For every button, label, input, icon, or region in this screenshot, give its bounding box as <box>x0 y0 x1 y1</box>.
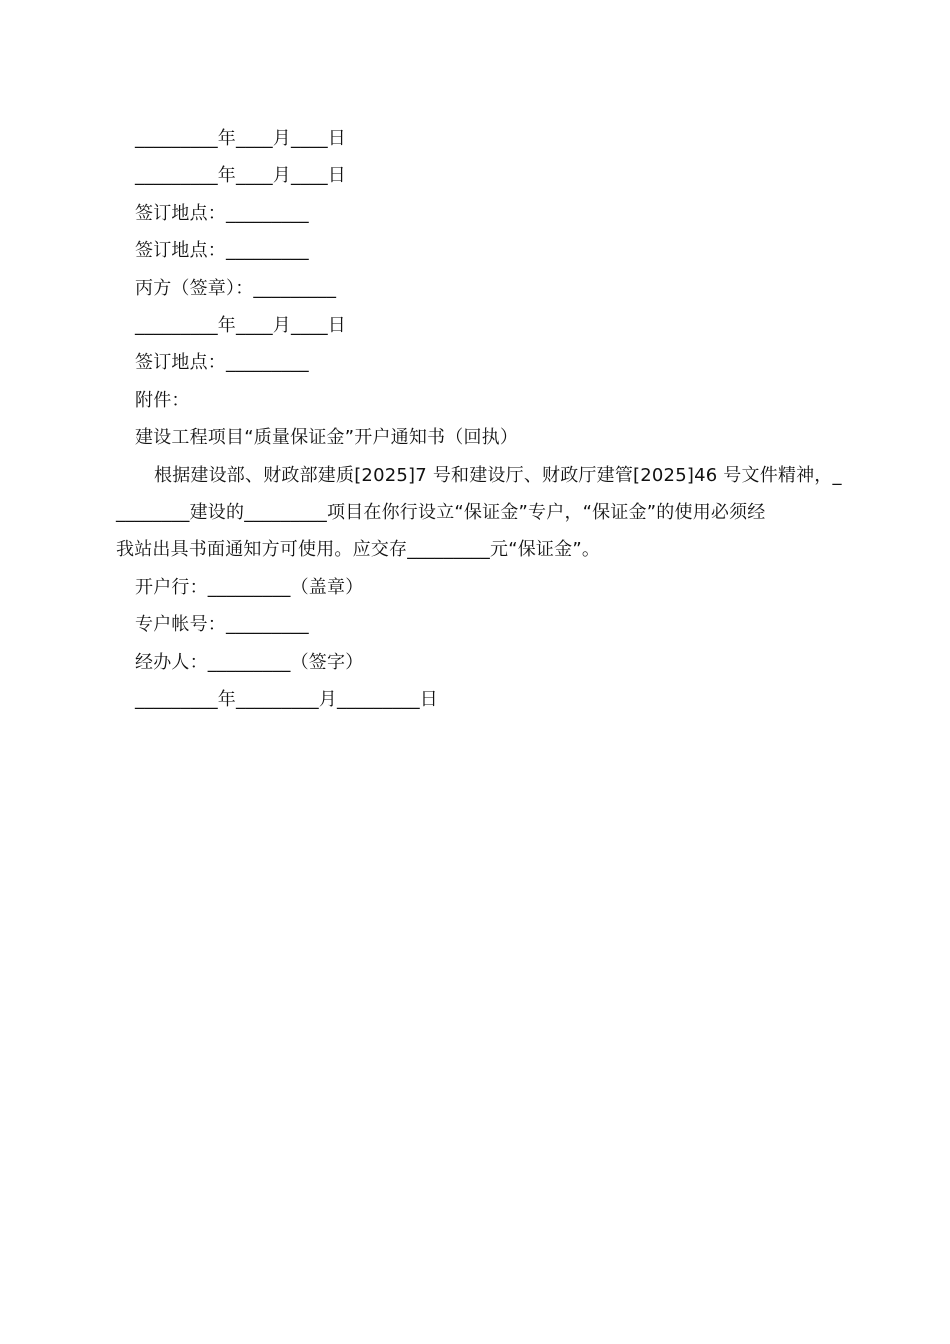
attachment-title: 建设工程项目“质量保证金”开户通知书（回执） <box>135 427 519 449</box>
opening-bank-line: 开户行：_________（盖章） <box>135 576 364 598</box>
signing-place-line-3: 签订地点：_________ <box>135 352 309 374</box>
party-c-signature-line: 丙方（签章）：_________ <box>135 277 337 299</box>
notice-paragraph-line-1: 根据建设部、财政部建质[2025]7 号和建设厅、财政厅建管[2025]46 号文件精神，_ <box>154 464 842 486</box>
notice-paragraph-line-3: 我站出具书面通知方可使用。应交存_________元“保证金”。 <box>116 539 601 561</box>
signing-place-line-1: 签订地点：_________ <box>135 202 309 224</box>
date-line-3: _________年____月____日 <box>135 314 346 336</box>
account-number-line: 专户帐号：_________ <box>135 614 309 636</box>
notice-paragraph-line-2: ________建设的_________项目在你行设立“保证金”专户，“保证金”的使用必须经 <box>116 501 766 523</box>
notice-paragraph <box>116 457 842 569</box>
date-line-2: _________年____月____日 <box>135 165 346 187</box>
handler-line: 经办人：_________（签字） <box>135 651 364 673</box>
attachment-label: 附件： <box>135 389 190 411</box>
date-line-1: _________年____月____日 <box>135 128 346 149</box>
signing-place-line-2: 签订地点：_________ <box>135 240 309 262</box>
document-body <box>116 120 842 718</box>
final-date-line: _________年_________月_________日 <box>135 688 438 710</box>
